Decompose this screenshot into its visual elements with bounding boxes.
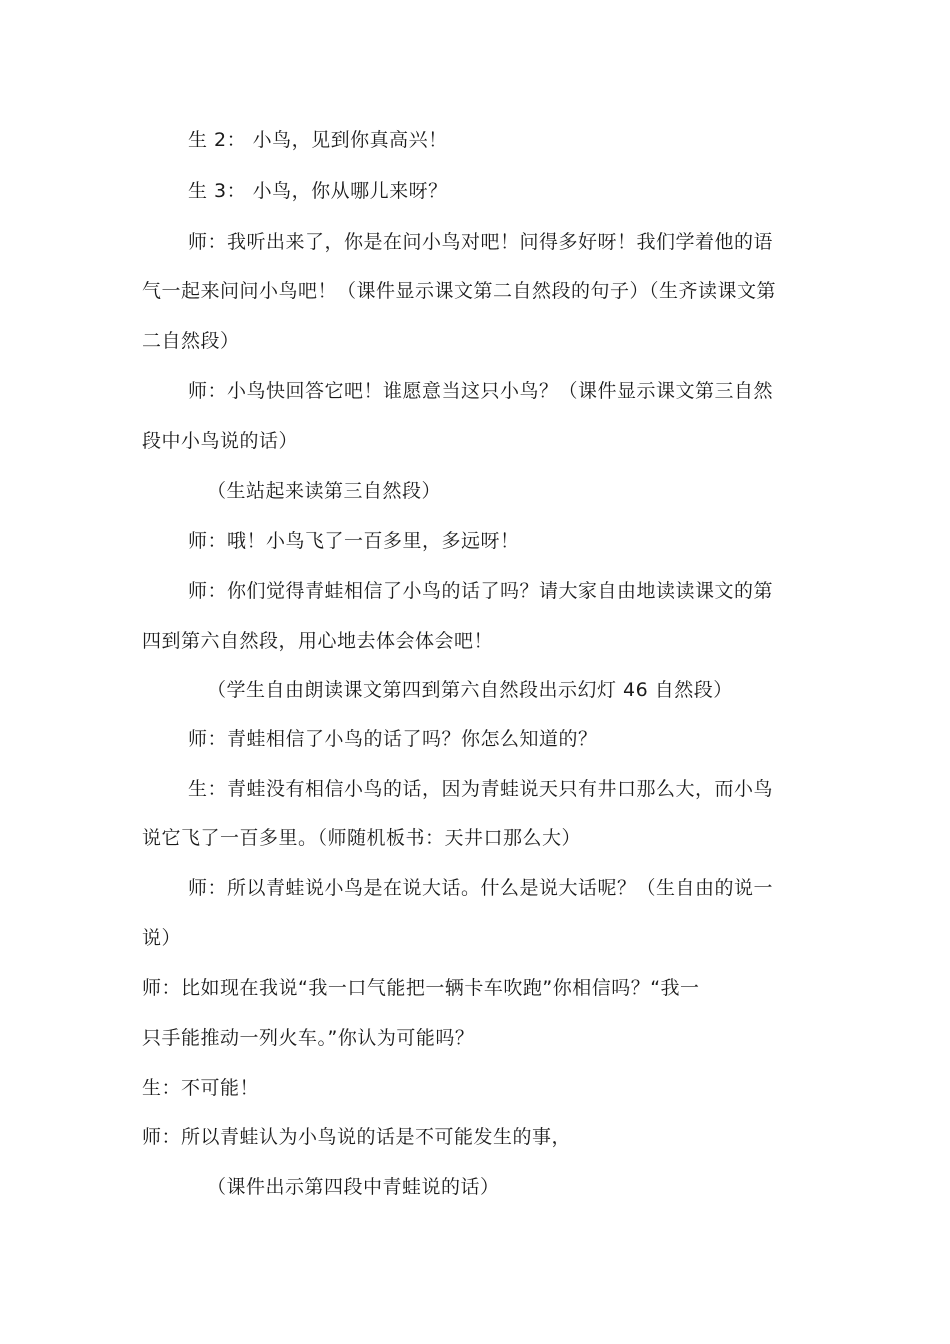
text-line: 生：青蛙没有相信小鸟的话，因为青蛙说天只有井口那么大，而小鸟 <box>188 778 774 800</box>
text-line: 说） <box>142 927 182 949</box>
text-line: 师：所以青蛙说小鸟是在说大话。什么是说大话呢？（生自由的说一 <box>188 877 774 899</box>
text-line: 二自然段） <box>142 330 240 352</box>
text-line: 说它飞了一百多里。（师随机板书：天井口那么大） <box>142 827 582 849</box>
text-line: 生：不可能！ <box>142 1077 260 1099</box>
text-line: 生 2： 小鸟，见到你真高兴！ <box>188 129 448 151</box>
text-line: 师：所以青蛙认为小鸟说的话是不可能发生的事， <box>142 1126 572 1148</box>
text-line: 段中小鸟说的话） <box>142 430 299 452</box>
text-line: （学生自由朗读课文第四到第六自然段出示幻灯 46 自然段） <box>207 679 733 701</box>
text-line: 生 3： 小鸟，你从哪儿来呀？ <box>188 180 448 202</box>
text-line: 师：你们觉得青蛙相信了小鸟的话了吗？请大家自由地读读课文的第 <box>188 580 774 602</box>
text-line: 师：哦！小鸟飞了一百多里，多远呀！ <box>188 530 520 552</box>
text-line: 师：比如现在我说“我一口气能把一辆卡车吹跑”你相信吗？“我一 <box>142 977 700 999</box>
text-line: 师：小鸟快回答它吧！谁愿意当这只小鸟？（课件显示课文第三自然 <box>188 380 774 402</box>
text-line: 师：青蛙相信了小鸟的话了吗？你怎么知道的？ <box>188 728 598 750</box>
text-line: 气一起来问问小鸟吧！（课件显示课文第二自然段的句子）（生齐读课文第 <box>142 280 777 302</box>
text-line: （生站起来读第三自然段） <box>207 480 442 502</box>
text-line: 师：我听出来了，你是在问小鸟对吧！问得多好呀！我们学着他的语 <box>188 231 774 253</box>
text-line: （课件出示第四段中青蛙说的话） <box>207 1176 500 1198</box>
text-line: 四到第六自然段，用心地去体会体会吧！ <box>142 630 494 652</box>
text-line: 只手能推动一列火车。”你认为可能吗？ <box>142 1027 475 1049</box>
